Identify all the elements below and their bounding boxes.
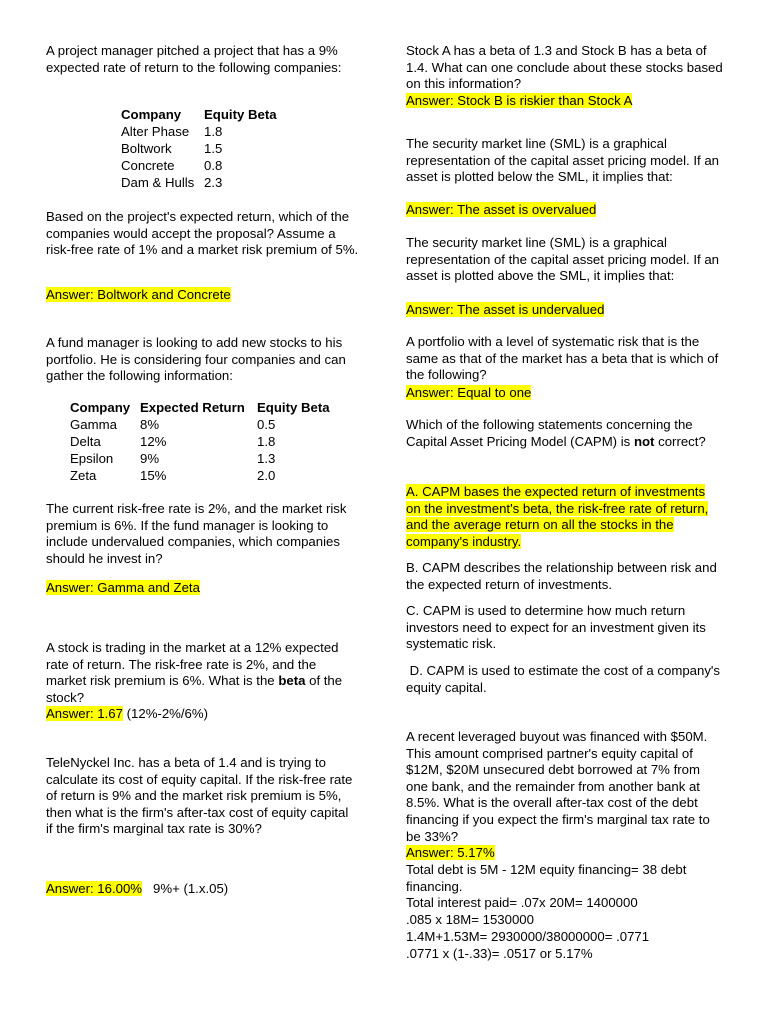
q3-question-bold: beta [278, 673, 306, 689]
q10-work-2: Total interest paid= .07x 20M= 1400000 [406, 895, 638, 910]
q9-option-d [406, 663, 726, 696]
q10-work-4: 1.4M+1.53M= 2930000/38000000= .0771 [406, 929, 650, 944]
answer-highlight: Answer: Stock B is riskier than Stock A [406, 93, 633, 108]
q1-answer [46, 287, 231, 304]
table-cell: 1.8 [257, 434, 276, 449]
table-header-row [121, 106, 277, 123]
q2-table [70, 399, 330, 484]
table-row [70, 416, 330, 433]
answer-highlight: Answer: 5.17% [406, 845, 495, 860]
q8-answer [406, 385, 531, 402]
table-cell: 2.0 [257, 468, 276, 483]
q1-intro: A project manager pitched a project that has a 9% expected rate of return to the following companies: [46, 43, 342, 75]
q3-work: (12%-2%/6%) [126, 706, 208, 721]
q6-answer [406, 202, 596, 219]
table-row [70, 433, 330, 450]
q9-option-c: C. CAPM is used to determine how much return investors need to expect for an investment given its systematic risk. [406, 603, 706, 652]
q2-question: The current risk-free rate is 2%, and the market risk premium is 6%. If the fund manager is looking to include undervalued companies, which companies should he invest in? [46, 501, 347, 566]
table-cell: 15% [140, 468, 167, 483]
q9-question [406, 417, 726, 450]
table-row [121, 174, 277, 191]
q2-intro: A fund manager is looking to add new stocks to his portfolio. He is considering four companies and can gather the following information: [46, 335, 346, 384]
q1-table [121, 106, 277, 191]
table-cell: Epsilon [70, 451, 114, 466]
q9-option-d-text: D. CAPM is used to estimate the cost of a company's equity capital. [406, 663, 721, 695]
answer-highlight: Answer: The asset is undervalued [406, 302, 605, 317]
q10-question: A recent leveraged buyout was financed with $50M. This amount comprised partner's equity capital of $12M, $20M unsecured debt borrowed at 7% from one bank, and the remainder from another bank at 8.5%. What is the overall after-tax cost of the debt financing if you expect the firm's marginal tax rate to be 33%? [406, 729, 710, 844]
table-row [121, 123, 277, 140]
table-row [121, 157, 277, 174]
q9-option-b: B. CAPM describes the relationship between risk and the expected return of investments. [406, 560, 717, 592]
answer-highlight: Answer: The asset is overvalued [406, 202, 597, 217]
table-cell: 12% [140, 434, 167, 449]
q3-question-text: A stock is trading in the market at a 12% expected rate of return. The risk-free rate is 2%, and the market risk premium is 6%. What is the [46, 640, 339, 689]
table-cell: Alter Phase [121, 124, 190, 139]
table-cell: Boltwork [121, 141, 172, 156]
q10-work-3: .085 x 18M= 1530000 [406, 912, 534, 927]
q4-question: TeleNyckel Inc. has a beta of 1.4 and is trying to calculate its cost of equity capital. If the risk-free rate of return is 9% and the market risk premium is 5%, then what is the firm's after-tax cost of equity capital if the firm's marginal tax rate is 30%? [46, 755, 353, 837]
q10-answer [406, 845, 495, 862]
q3-question-text-end: of the stock? [46, 673, 343, 705]
table-header: Equity Beta [204, 107, 277, 122]
table-cell: 2.3 [204, 175, 223, 190]
table-cell: Gamma [70, 417, 117, 432]
table-cell: Zeta [70, 468, 97, 483]
q7-answer [406, 302, 604, 319]
q10-work-1: Total debt is 5M - 12M equity financing= 38 debt financing. [406, 862, 687, 894]
q1-question: Based on the project's expected return, which of the companies would accept the proposal? Assume a risk-free rate of 1% and a market risk premium of 5%. [46, 209, 359, 258]
q5-question: Stock A has a beta of 1.3 and Stock B has a beta of 1.4. What can one conclude about these stocks based on this information? [406, 43, 723, 92]
answer-highlight: A. CAPM bases the expected return of investments on the investment's beta, the risk-free rate of return, and the average return on all the stocks in the company's industry. [406, 484, 709, 549]
q9-option-a [406, 484, 716, 550]
table-row [70, 467, 330, 484]
q2-answer [46, 580, 200, 597]
q7-question: The security market line (SML) is a graphical representation of the capital asset pricing model. If an asset is plotted above the SML, it implies that: [406, 235, 720, 284]
answer-highlight: Answer: Boltwork and Concrete [46, 287, 231, 302]
table-cell: Dam & Hulls [121, 175, 195, 190]
table-header: Expected Return [140, 400, 245, 415]
table-cell: Delta [70, 434, 101, 449]
q9-question-text-end: correct? [658, 433, 706, 449]
q8-question: A portfolio with a level of systematic risk that is the same as that of the market has a beta that is which of the following? [406, 334, 719, 383]
table-header-row [70, 399, 330, 416]
table-header: Company [70, 400, 131, 415]
table-cell: 0.8 [204, 158, 223, 173]
q4-answer [46, 881, 228, 898]
q9-question-text: Which of the following statements concerning the Capital Asset Pricing Model (CAPM) is [406, 417, 693, 449]
q6-question: The security market line (SML) is a graphical representation of the capital asset pricing model. If an asset is plotted below the SML, it implies that: [406, 136, 720, 185]
q5-answer [406, 93, 632, 110]
answer-highlight: Answer: 16.00% [46, 881, 143, 896]
table-cell: 8% [140, 417, 160, 432]
table-row [70, 450, 330, 467]
q3-answer [46, 706, 208, 723]
table-header: Company [121, 107, 182, 122]
table-cell: 1.5 [204, 141, 223, 156]
answer-highlight: Answer: Gamma and Zeta [46, 580, 200, 595]
table-header: Equity Beta [257, 400, 330, 415]
q4-work: 9%+ (1.x.05) [153, 881, 229, 896]
q3-question [46, 640, 356, 706]
q9-question-bold: not [633, 433, 655, 449]
table-cell: 0.5 [257, 417, 276, 432]
answer-highlight: Answer: 1.67 [46, 706, 123, 721]
answer-highlight: Answer: Equal to one [406, 385, 532, 400]
table-cell: 9% [140, 451, 160, 466]
table-cell: 1.3 [257, 451, 276, 466]
table-cell: 1.8 [204, 124, 223, 139]
table-cell: Concrete [121, 158, 175, 173]
q10-work-5: .0771 x (1-.33)= .0517 or 5.17% [406, 946, 593, 961]
table-row [121, 140, 277, 157]
